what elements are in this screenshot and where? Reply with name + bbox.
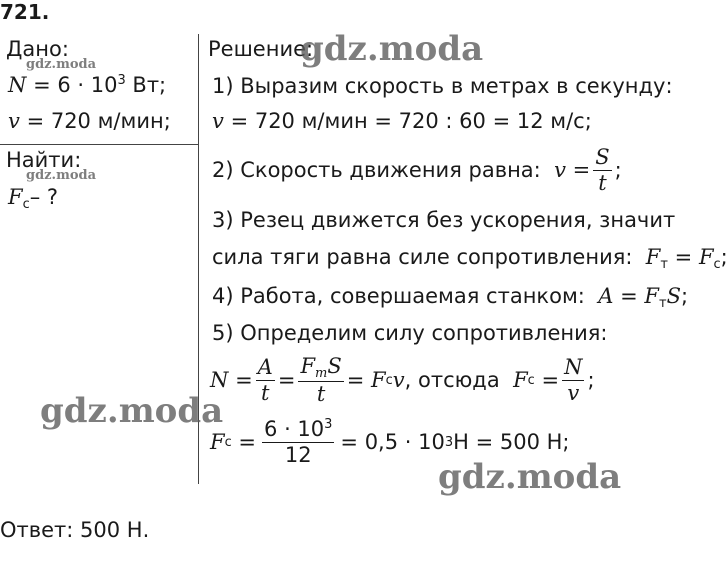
calc-f-sub: с [224, 434, 232, 450]
formula-fraction-2 [298, 355, 343, 406]
formula-fraction-1 [256, 356, 275, 403]
calc-result-pre: = 0,5 · 10 [340, 429, 445, 454]
speed-equation: = 720 м/мин; [26, 109, 171, 133]
step-1-equation [212, 111, 592, 132]
formula-fc2: F [513, 367, 528, 392]
step3-f1: F [645, 245, 661, 269]
horizontal-divider [0, 144, 199, 145]
formula-end: ; [587, 367, 595, 392]
formula-line [210, 352, 595, 408]
calc-num-exp: 3 [324, 417, 333, 433]
fr2-den: t [316, 382, 326, 407]
calc-num [262, 418, 334, 442]
watermark-given: gdz.moda [26, 57, 97, 72]
step-4 [212, 286, 688, 310]
calc-num-base: 6 · 10 [264, 417, 325, 442]
fr2-num-f: F [300, 353, 316, 378]
speed-symbol: v [8, 109, 20, 133]
calc-fraction [262, 418, 334, 465]
solution-heading: Решение: [208, 37, 314, 61]
step4-text: 4) Работа, совершаемая станком: [212, 284, 585, 308]
formula-eq4: = [541, 367, 560, 392]
step3-end: ; [720, 245, 728, 269]
step3-text: сила тяги равна силе сопротивления: [212, 245, 633, 269]
step2-num: S [595, 145, 610, 170]
power-equation: = 6 · 10 [33, 73, 118, 97]
power-symbol: N [8, 73, 27, 97]
fr1-den: t [261, 380, 270, 405]
calc-f: F [210, 429, 225, 454]
find-heading: Найти: [6, 148, 82, 172]
formula-fc: F [371, 367, 386, 392]
watermark-top: gdz.moda [300, 29, 484, 69]
step2-fraction [593, 146, 611, 193]
calc-den: 12 [284, 442, 312, 467]
step-3-line-2 [212, 247, 728, 271]
formula-n: N [210, 367, 229, 392]
formula-fraction-3 [562, 356, 584, 403]
formula-eq2: = [277, 367, 296, 392]
force-suffix: – ? [29, 185, 59, 209]
formula-fc-sub: с [385, 372, 393, 388]
step-3-line-1: 3) Резец движется без ускорения, значит [212, 208, 676, 232]
fr2-num-sub: т [315, 365, 328, 381]
step-1: 1) Выразим скорость в метрах в секунду: [212, 74, 673, 98]
given-speed [8, 111, 171, 132]
step3-eq: = [674, 245, 693, 269]
step4-f-sub: т [658, 296, 667, 311]
calc-eq: = [238, 429, 257, 454]
step4-s: S [666, 284, 681, 308]
step3-f2-sub: с [713, 257, 721, 272]
step3-f1-sub: т [660, 257, 668, 272]
problem-number: 721. [0, 0, 50, 24]
step4-end: ; [680, 284, 689, 308]
watermark-find: gdz.moda [26, 168, 97, 183]
step1-v-symbol: v [212, 109, 224, 133]
find-force [8, 187, 58, 211]
fr2-num-s: S [327, 353, 342, 378]
formula-v: v [392, 367, 405, 392]
given-heading: Дано: [6, 37, 69, 61]
formula-eq3: = [346, 367, 365, 392]
step2-end: ; [614, 157, 622, 182]
fr2-num [298, 355, 343, 383]
step1-rest: = 720 м/мин = 720 : 60 = 12 м/с; [230, 109, 592, 133]
formula-eq1: = [235, 367, 253, 392]
step4-eq: = [620, 284, 638, 308]
fr3-den: v [567, 380, 580, 405]
power-unit: Вт; [125, 73, 167, 97]
step-2 [212, 145, 622, 195]
formula-hence: , отсюда [404, 367, 500, 392]
calc-result-exp: 3 [444, 434, 454, 450]
formula-fc2-sub: с [527, 372, 535, 388]
step3-f2: F [698, 245, 714, 269]
answer: Ответ: 500 Н. [0, 518, 150, 542]
step4-a: A [598, 284, 614, 308]
watermark-bottom: gdz.moda [438, 457, 622, 497]
step2-den: t [598, 170, 607, 195]
step2-text: 2) Скорость движения равна: [212, 157, 541, 182]
step4-f: F [644, 284, 659, 308]
force-sub: с [22, 197, 30, 212]
step2-lhs: v = [554, 157, 591, 182]
watermark-left: gdz.moda [40, 391, 224, 431]
fr3-num: N [564, 355, 583, 380]
step-5: 5) Определим силу сопротивления: [212, 321, 608, 345]
calc-result-post: Н = 500 Н; [453, 429, 570, 454]
given-power [8, 74, 166, 96]
power-exponent: 3 [117, 73, 126, 88]
fr1-num: A [257, 355, 273, 380]
force-symbol: F [8, 185, 23, 209]
